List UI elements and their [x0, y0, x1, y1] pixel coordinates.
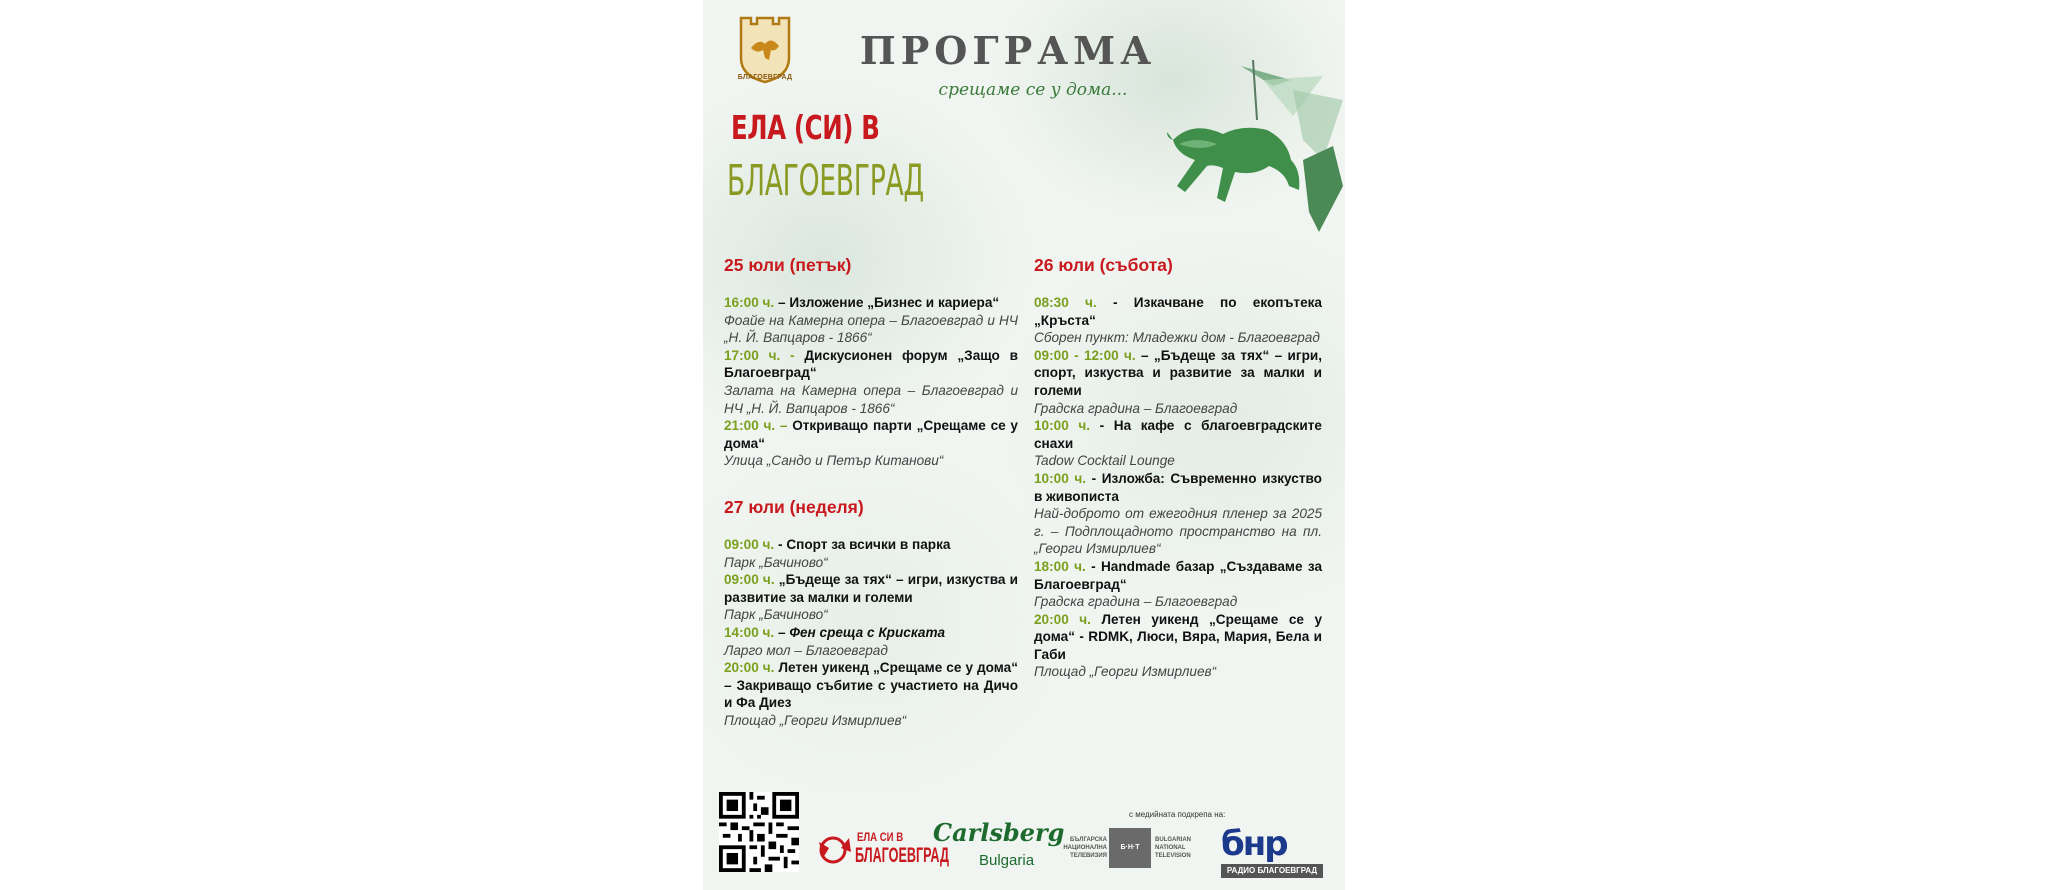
- schedule-item: [1034, 558, 1322, 611]
- schedule-item: [724, 294, 1018, 347]
- event-title: Изложба: Съвременно изкуство в живописта: [1034, 470, 1322, 504]
- schedule-item: [1034, 611, 1322, 681]
- separator: -: [1096, 295, 1134, 310]
- program-title: ПРОГРАМА: [859, 28, 1157, 73]
- event-time: 09:00 - 12:00 ч.: [1034, 347, 1136, 363]
- event-location: Парк „Бачиново“: [724, 554, 828, 570]
- event-time: 21:00 ч. –: [724, 418, 788, 434]
- schedule-item: [724, 417, 1018, 470]
- event-title: Откриващо парти „Срещаме се у дома“: [724, 418, 1018, 451]
- event-time: 20:00 ч.: [1034, 611, 1091, 627]
- separator: –: [1135, 347, 1154, 363]
- event-time: 08:30 ч.: [1034, 295, 1097, 310]
- event-poster: [703, 0, 1345, 890]
- media-support-label: с медийната подкрепа на:: [1129, 810, 1226, 819]
- separator: -: [1086, 470, 1102, 486]
- event-location: Градска градина – Благоевград: [1034, 594, 1238, 610]
- schedule-item: [724, 347, 1018, 417]
- event-location: Залата на Камерна опера – Благоевград и НЧ „Н. Й. Вапцаров - 1866“: [724, 382, 1018, 416]
- event-title: Спорт за всички в парка: [786, 536, 951, 552]
- event-title: Летен уикенд „Срещаме се у дома“ - RDMK, Люси, Вяра, Мария, Бела и Габи: [1034, 611, 1323, 662]
- bnt-box: Б·Н·Т: [1109, 828, 1151, 868]
- schedule-item: [724, 659, 1018, 729]
- event-location: Площад „Георги Измирлиев“: [724, 712, 907, 728]
- event-location: Ларго мол – Благоевград: [724, 642, 888, 658]
- event-title: Handmade базар „Създаваме за Благоевград“: [1034, 558, 1322, 592]
- separator: -: [774, 536, 787, 552]
- carlsberg-wordmark: Carlsberg: [933, 818, 1065, 847]
- ela-si-v-logo: [815, 826, 949, 876]
- separator: –: [774, 624, 790, 640]
- event-title: Дискусионен форум „Защо в Благоевград“: [724, 347, 1018, 381]
- bnr-subtitle: РАДИО БЛАГОЕВГРАД: [1221, 864, 1323, 878]
- logo-big-text: БЛАГОЕВГРАД: [855, 844, 949, 867]
- event-title: На кафе с благоевградските снахи: [1034, 418, 1322, 451]
- separator: -: [1090, 418, 1114, 434]
- schedule-item: [724, 624, 1018, 659]
- event-title: „Бъдеще за тях“ – игри, изкуства и развитие за малки и големи: [724, 572, 1018, 605]
- event-location: Най-доброто от ежегодния пленер за 2025 г. – Подплощадното пространство на пл. „Георги Измирлиев“: [1034, 506, 1322, 557]
- event-time: 10:00 ч.: [1034, 418, 1091, 434]
- schedule-item: [1034, 417, 1322, 470]
- schedule-item: [1034, 347, 1322, 417]
- event-time: 16:00 ч.: [724, 295, 775, 310]
- sponsor-footer: [703, 790, 1345, 890]
- event-location: Парк „Бачиново“: [724, 607, 828, 623]
- event-time: 09:00 ч.: [724, 536, 775, 552]
- bnt-right-text: BULGARIAN NATIONAL TELEVISION: [1155, 837, 1191, 859]
- bnr-logo: [1213, 822, 1323, 878]
- event-title: „Бъдеще за тях“ – игри, спорт, изкуства и развитие за малки и големи: [1034, 347, 1323, 398]
- event-title: Летен уикенд „Срещаме се у дома“ – Закриващо събитие с участието на Дичо и Фа Диез: [724, 660, 1019, 711]
- event-location: Tadow Cocktail Lounge: [1034, 453, 1175, 469]
- bnr-wordmark: бнр: [1221, 824, 1287, 864]
- event-location: Площад „Георги Измирлиев“: [1034, 664, 1217, 680]
- event-title: Изкачване по екопътека „Кръста“: [1034, 295, 1322, 328]
- qr-code-icon[interactable]: [719, 792, 799, 872]
- event-location: Градска градина – Благоевград: [1034, 400, 1238, 416]
- left-column: [724, 254, 1018, 729]
- event-time: 17:00 ч. -: [724, 347, 795, 363]
- separator: –: [774, 295, 790, 310]
- schedule-item: [1034, 294, 1322, 347]
- event-time: 18:00 ч.: [1034, 558, 1086, 574]
- separator: -: [1085, 558, 1101, 574]
- day-heading-26: 26 юли (събота): [1034, 255, 1173, 275]
- carlsberg-logo: [933, 818, 1065, 880]
- carlsberg-sub: Bulgaria: [979, 852, 1035, 869]
- event-time: 14:00 ч.: [724, 624, 775, 640]
- schedule-item: [724, 536, 1018, 571]
- event-time: 20:00 ч.: [724, 660, 775, 676]
- program-tagline: срещаме се у дома...: [938, 80, 1128, 100]
- bird-mark-icon: [815, 832, 855, 868]
- logo-small-text: ЕЛА СИ В: [857, 830, 904, 844]
- separator: [1091, 612, 1102, 627]
- day-heading-27: 27 юли (неделя): [724, 496, 864, 517]
- day-heading-25: 25 юли (петък): [724, 255, 852, 275]
- event-title: Изложение „Бизнес и кариера“: [789, 295, 1000, 310]
- schedule-item: [724, 571, 1018, 624]
- bnt-logo: [1059, 828, 1209, 868]
- schedule-item: [1034, 470, 1322, 558]
- winged-horse-icon: [1143, 60, 1345, 250]
- event-time: 09:00 ч.: [724, 572, 775, 588]
- event-location: Улица „Сандо и Петър Китанови“: [724, 453, 944, 469]
- separator: [795, 348, 805, 363]
- event-name-line2: БЛАГОЕВГРАД: [727, 156, 924, 206]
- bnt-left-text: БЪЛГАРСКА НАЦИОНАЛНА ТЕЛЕВИЗИЯ: [1063, 837, 1107, 859]
- crest-label: БЛАГОЕВГРАД: [737, 74, 793, 81]
- event-title: Фен среща с Крискатa: [789, 624, 946, 640]
- event-location: Сборен пункт: Младежки дом - Благоевград: [1034, 330, 1320, 346]
- right-column: [1034, 254, 1322, 681]
- event-location: Фоайе на Камерна опера – Благоевград и НЧ „Н. Й. Вапцаров - 1866“: [724, 312, 1018, 346]
- event-time: 10:00 ч.: [1034, 470, 1087, 486]
- event-name-line1: ЕЛА (СИ) В: [731, 108, 880, 147]
